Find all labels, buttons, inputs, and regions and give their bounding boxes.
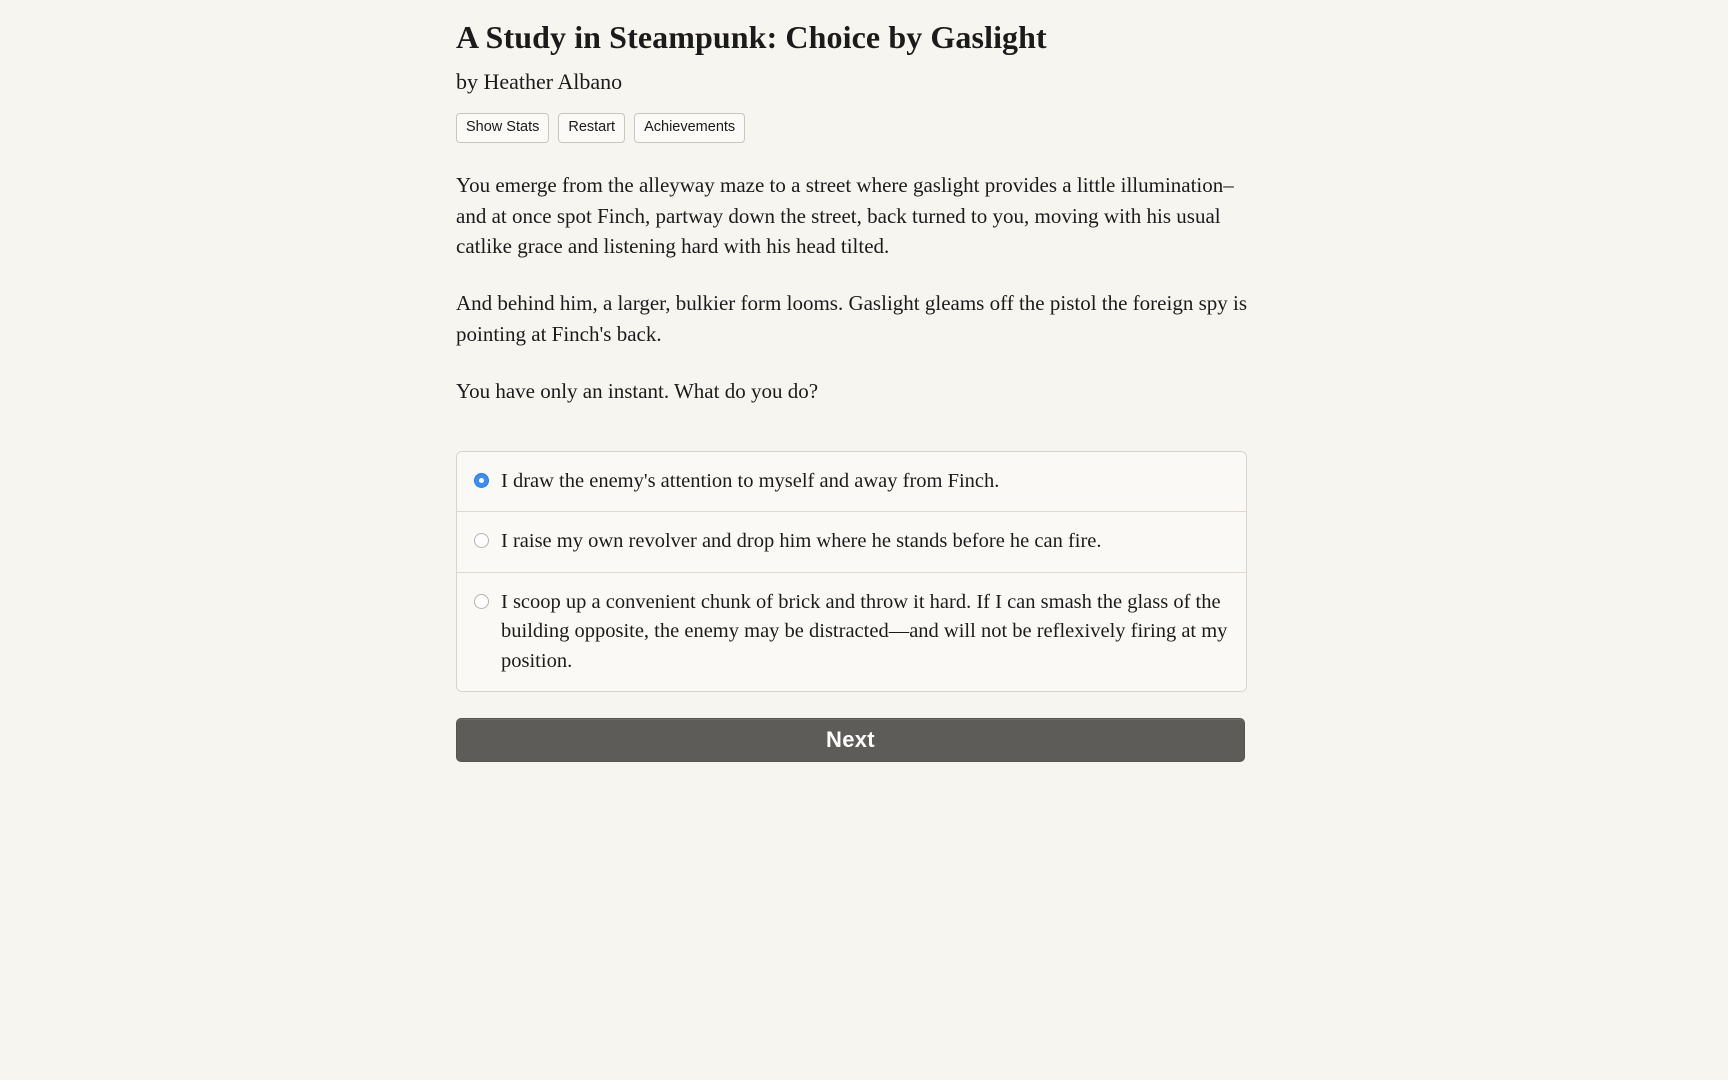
next-button[interactable]: Next [456, 718, 1245, 762]
choice-label: I scoop up a convenient chunk of brick and throw it hard. If I can smash the glass of the building opposite, the enemy may be distracted—and will not be reflexively firing at my position. [501, 590, 1228, 672]
radio-icon[interactable] [474, 594, 489, 609]
achievements-button[interactable]: Achievements [634, 113, 745, 143]
show-stats-button[interactable]: Show Stats [456, 113, 549, 143]
choice-list [456, 451, 1247, 693]
choice-option[interactable] [457, 573, 1246, 692]
story-column [456, 0, 1276, 762]
choice-label: I raise my own revolver and drop him where he stands before he can fire. [501, 530, 1102, 553]
story-paragraph: You emerge from the alleyway maze to a street where gaslight provides a little illumination–and at once spot Finch, partway down the street, back turned to you, moving with his usual catlike grace and listening hard with his head tilted. [456, 172, 1234, 259]
story-paragraph: And behind him, a larger, bulkier form looms. Gaslight gleams off the pistol the foreign spy is pointing at Finch's back. [456, 291, 1248, 347]
page-title: A Study in Steampunk: Choice by Gaslight [456, 19, 1047, 55]
radio-icon[interactable] [474, 533, 489, 548]
story-prompt: You have only an instant. What do you do? [456, 378, 819, 403]
choice-label: I draw the enemy's attention to myself and away from Finch. [501, 469, 1000, 492]
choice-option[interactable] [457, 512, 1246, 573]
restart-button[interactable]: Restart [558, 113, 625, 143]
choice-option[interactable] [457, 452, 1246, 513]
radio-icon[interactable] [474, 473, 489, 488]
game-menu-bar [456, 113, 1276, 143]
author-byline: by Heather Albano [456, 69, 623, 95]
